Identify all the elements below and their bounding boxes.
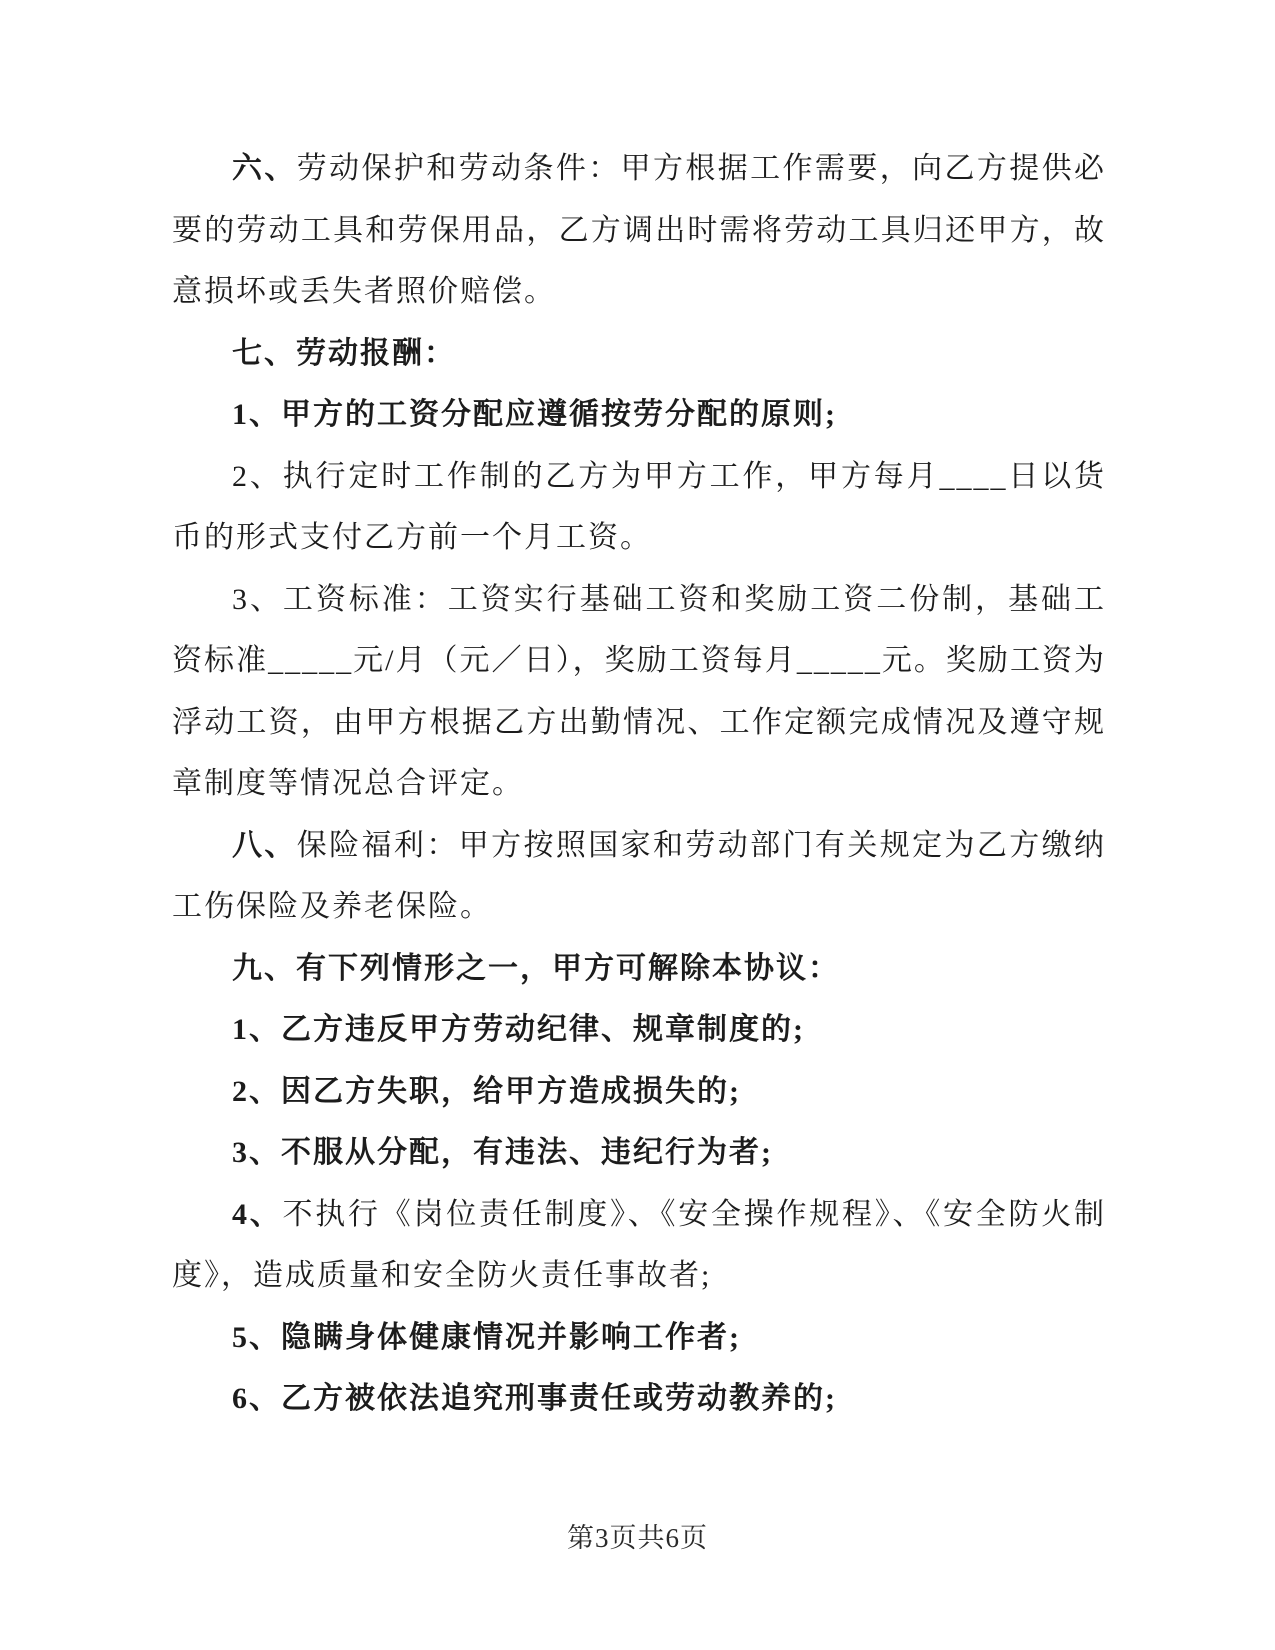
text-run: 2、因乙方失职，给甲方造成损失的; (232, 1074, 741, 1108)
clause-9-item-2 (172, 1061, 1106, 1123)
clause-9-item-3 (172, 1122, 1106, 1184)
clause-6-labor-protection (172, 138, 1106, 323)
text-run: 六、 (232, 152, 297, 185)
clause-9-heading-termination (172, 938, 1106, 1000)
text-run: 5、隐瞒身体健康情况并影响工作者; (232, 1320, 741, 1354)
text-run: 6、乙方被依法追究刑事责任或劳动教养的; (232, 1382, 837, 1415)
clause-7-item-2 (172, 446, 1106, 569)
clause-9-item-4 (172, 1184, 1106, 1307)
text-run: 3、不服从分配，有违法、违纪行为者; (232, 1136, 773, 1169)
text-run: 1、乙方违反甲方劳动纪律、规章制度的; (232, 1013, 805, 1046)
text-run: 4、 (232, 1197, 283, 1231)
clause-8-insurance-welfare (172, 815, 1106, 938)
text-run: 2、执行定时工作制的乙方为甲方工作，甲方每月____日以货币的形式支付乙方前一个月工资。 (172, 459, 1106, 554)
text-run: 劳动保护和劳动条件：甲方根据工作需要，向乙方提供必要的劳动工具和劳保用品，乙方调出时需将劳动工具归还甲方，故意损坏或丢失者照价赔偿。 (172, 152, 1107, 308)
clause-9-item-1 (172, 999, 1106, 1061)
text-run: 保险福利：甲方按照国家和劳动部门有关规定为乙方缴纳工伤保险及养老保险。 (172, 828, 1107, 923)
page-number-footer: 第3页共6页 (567, 1523, 708, 1553)
document-body (172, 138, 1106, 1430)
text-run: 九、有下列情形之一，甲方可解除本协议： (232, 951, 840, 985)
text-run: 八、 (232, 828, 297, 862)
clause-9-item-5 (172, 1307, 1106, 1369)
text-run: 3、工资标准：工资实行基础工资和奖励工资二份制，基础工资标准_____元/月（元／日），奖励工资每月_____元。奖励工资为浮动工资，由甲方根据乙方出勤情况、工作定额完成情况及遵守规章制度等情况总合评定。 (172, 582, 1106, 800)
clause-7-heading-labor-remuneration (172, 323, 1106, 385)
clause-7-item-1 (172, 384, 1106, 446)
clause-7-item-3 (172, 569, 1106, 815)
text-run: 不执行《岗位责任制度》、《安全操作规程》、《安全防火制度》，造成质量和安全防火责任事故者; (172, 1197, 1106, 1292)
text-run: 1、甲方的工资分配应遵循按劳分配的原则; (232, 398, 837, 431)
text-run: 七、劳动报酬： (232, 336, 456, 370)
clause-9-item-6 (172, 1368, 1106, 1430)
